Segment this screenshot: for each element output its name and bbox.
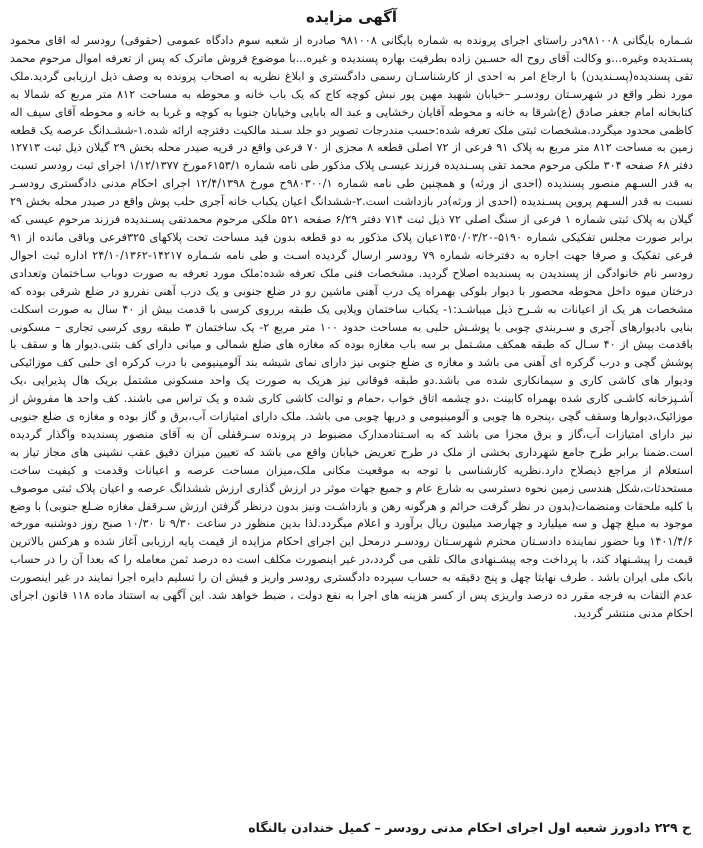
notice-footer-signature: ح ۲۲۹ دادورز شعبه اول اجرای احکام مدنی رودسر – کمیل خندادن بالنگاه (248, 820, 691, 835)
notice-title: آگهی مزایده (305, 8, 398, 26)
notice-body: شـماره بایگانی ۹۸۱۰۰۸در راستای اجرای پرونده به شماره بایگانی ۹۸۱۰۰۸ صادره از شعبه سوم دادگاه عمومی (حقوقی) رودسر له اقای محمود پسـندیده وغیره...و وکالت آقای روح اله حسـین زاده بطرفیت بهاره پسندیده و غیره...با موضوع فروش ماترک که پس از تعرفه اموال مرحوم محمد تقی پسندیده(پسـندیدن) با ارجاع امر به احدی از کارشناسـان رسمی دادگستری و ابلاغ نظریه به اصحاب پرونده به وصف ذیل ارزیابی گردید.ملک مورد نظر واقع در شهرسـتان رودسـر –خیابان شهید مهین پور نبش کوچه کاج که یک باب خانه و محوطه به مساحت ۸۱۲ متر مربع که شمالا به کتابخانه امام جعفر صادق (ع)شرقا به خانه و محوطه آقایان رخشایی و عبد اله بابایی وخیابان جنوبا به کوچه و غربا به خانه و محوطه آقای سیف اله کاظمی محدود میگردد.مشخصات ثبتی ملک تعرفه شده:حسب مندرجات تصویر دو جلد سـند مالکیت دفترچه ارائه شده.۱-ششـدانگ عرصه یک قطعه زمین به مساحت ۸۱۲ متر مربع به پلاک ۹۱ فرعی از ۷۲ اصلی قطعه ۸ مجزی از ۷۰ فرعی واقع در قریه صیدر محله بخش ۲۹ گیلان ذیل ثبت ۱۲۷۱۳ دفتر ۶۸ صفحه ۳۰۴ ملکی مرحوم محمد تقی پسـندیده فرزند عیسـی پلاک مذکور طی نامه شماره ۶۱۵۳/۱مورخ ۱/۱۲/۱۳۷۷ اجرای ثبت رودسر تسبت به قدر السـهم منصور پسندیده (احدی از ورثه) و همچنین طی نامه شماره ۹۸۰۳۰۰/۱ح مورخ ۱۲/۴/۱۳۹۸ اجرای احکام مدنی دادگستری رودسـر نسبت به قدر السـهم پروین پسـندیده (احدی از ورثه)در بازداشت است.۲-ششدانگ اعیان یکباب خانه آجری حلب پوش واقع در صیدر محله بخش ۲۹ گیلان به پلاک ثبتی شماره ۱ فرعی از سنگ اصلی ۷۲ ذیل ثبت ۷۱۴ دفتر ۶/۲۹ صفحه ۵۲۱ ملکی مرحوم محمدتقی پسـندیده فرزند مرحوم عیسی که برابر صورت مجلس تفکیکی شماره ۵۱۹۰-۱۳۵۰/۰۳/۲۰عیان پلاک مذکور به دو قطعه بدون قید مساحت تحت پلاکهای ۳۲۵فرعی وباقی مانده از ۹۱ فرعی تفکیک و صرفا جهت اجاره به دفترخانه شماره ۷۹ رودسر ارسال گردیده اسـت و طی نامه شـماره ۱۴۲۱۷-۲۴/۱۰/۱۳۶۲ اداره ثبت احوال رودسر نام خانوادگی از پسندیدن به پسندیده اصلاح گردید. مشخصات فنی ملک تعرفه شده:ملک مورد تعرفه به صورت دوباب سـاختمان وتعدادی درختان میوه داخل محوطه محصور با دیوار بلوکی بهمراه یک درب آهنی ماشین رو در ضلع جنوبی و یک درب آهنی نفررو در ضلع شرقی بوده که مشخصات هر یک از اعیانات به شـرح ذیل میباشـد:۱- یکباب ساختمان ویلایی یک طبقه برروی کرسی با قدمت بیش از ۴۰ سال به صورت اسکلت بنایی بادیوارهای آجری و سـربندی چوبی با پوشـش حلبی به مساحت حدود ۱۰۰ متر مربع ۲- یک ساختمان ۳ طبقه روی کرسی تجاری – مسکونی باقدمت بیش از ۴۰ سـال که طبقه همکف مشـتمل بر سه باب مغازه بوده که مغازه های ضلع شمالی و میانی دارای کف بتنی.دیوار ها و سقف با پوشش گچی و درب گرکره ای آهنی می باشد و مغازه ی ضلع جنوبی نیز دارای نمای شیشه بند آلومینیومی با درب کرکره ای حلبی کف موزائیکی ودیوار های کاشی کاری و سیمانکاری شده می باشد.دو طبقه فوقانی نیز هریک به صورت یک واحد مسکونی مشتمل بریک هال پذیرایی ،یک آشـپزخانه کاشـی کاری شده بهمراه کابینت ،دو چشمه اتاق خواب ،حمام و توالت کاشی کاری شده و یک تراس می باشند. کف واحد ها مفروش از موزائیک،دیوارها وسقف گچی ،پنجره ها چوبی و آلومینیومی و دربها چوبی می باشد. ملک دارای امتیازات آب،برق و گاز بوده و مغازه ی ضلع جنوبی نیز دارای امتیازات آب،گاز و برق مجزا می باشد که به اسـتنادمدارک مضبوط در پرونده سـرقفلی آن به آقای منصور پسندیده واگذار گردیده است.ضمنا برابر طرح جامع شهرداری بخشی از ملک در طرح تعریض خیابان واقع می باشد که تعیین میزان دقیق عقب نشینی های مجاز تیاز به استعلام از مراجع ذیصلاح دارد.نظریه کارشناسی با توجه به موقعیت مکانی ملک،میزان مساحت عرصه و اعیانات وقدمت و کیفیت ساخت مستحدثات،شکل هندسی زمین نحوه دسترسی به شارع عام و جمیع جهات موثر در ارزش گذاری ارزش ششدانگ عرصه و اعیان پلاک ثبتی موصوف با کلیه ملحقات ومنضمات(بدون در نظر گرفت حرائم و هرگونه رهن و بازداشـت ونیز بدون درنظر گرفتن ارزش سـرقفل مغازه ضـلع جنوبی) با وضع موجود به مبلغ چهل و سه میلیارد و چهارصد میلیون ریال برآورد و اعلام میگردد.لذا بدین منظور در ساعت ۹/۳۰ تا ۱۰/۳۰ صبح روز دوشنبه مورخه ۱۴۰۱/۴/۶ وبا حضور نماینده دادسـتان محترم شهرسـتان رودسـر درمحل این اجرای احکام مزایده از قیمت پایه ارزیابی آغاز شده و هرکس بالاترین قیمت را پیشـنهاد کند، با پرداخت وجه پیشـنهادی مالک تلقی می گردد،در غیر اینصورت مکلف است ده درصد ثمن معامله را که بعدا آن را در حساب بانک ملی ایران باشد . طرف نهایتا چهل و پنج دقیقه به حساب سپرده دادگستری رودسر واریز و فیش ان را تسلیم دایره اجرا نمایند در غیر اینصورت عدم التفات به فرجه مقرر ده درصد واریزی پس از کسر هزینه های اجرا به نفع دولت ، ضبط خواهد شد. این آگهی به استناد ماده ۱۱۸ قانون اجرای احکام مدنی منتشر گردید. (10, 34, 694, 620)
